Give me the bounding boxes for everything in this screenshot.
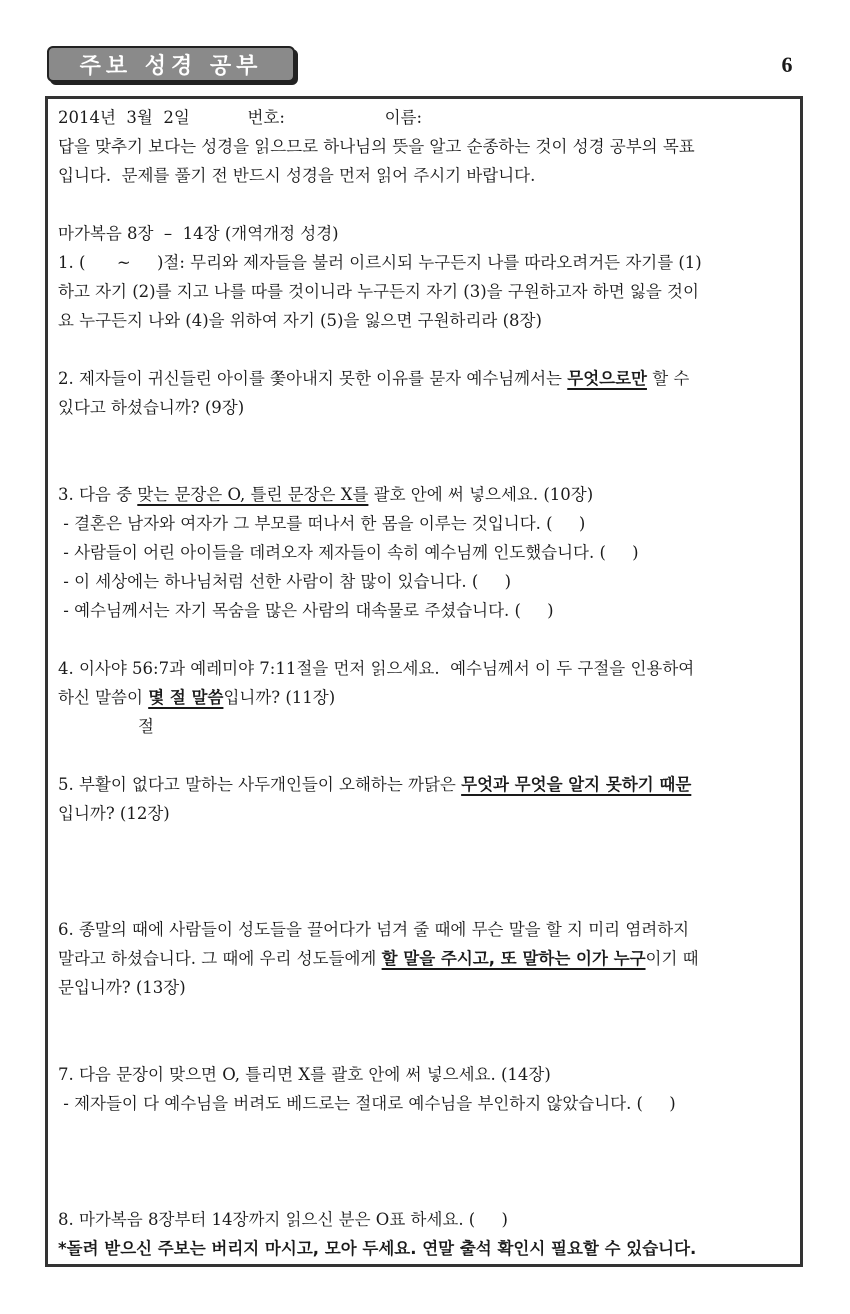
- page-number: 6: [781, 52, 793, 77]
- question-6-line: 문입니까? (13장): [58, 978, 186, 997]
- question-4-answer-suffix: 절: [138, 717, 154, 736]
- date-line: 2014년 3월 2일 번호: 이름:: [58, 108, 423, 127]
- intro-line: 입니다. 문제를 풀기 전 반드시 성경을 먼저 읽어 주시기 바랍니다.: [58, 166, 536, 185]
- question-1-line: 요 누구든지 나와 (4)을 위하여 자기 (5)을 잃으면 구원하리라 (8장): [58, 311, 542, 330]
- page-title-box: [47, 46, 295, 82]
- question-4-emphasis: 몇 절 말씀: [148, 688, 224, 707]
- intro-line: 답을 맞추기 보다는 성경을 읽으므로 하나님의 뜻을 알고 순종하는 것이 성경 공부의 목표: [58, 137, 695, 156]
- question-7-line: 7. 다음 문장이 맞으면 O, 틀리면 X를 괄호 안에 써 넣으세요. (14장): [58, 1065, 551, 1084]
- scripture-scope: 마가복음 8장 – 14장 (개역개정 성경): [58, 224, 339, 243]
- question-4-line: 4. 이사야 56:7과 예레미야 7:11절을 먼저 읽으세요. 예수님께서 이 두 구절을 인용하여: [58, 659, 695, 678]
- question-3-item: - 사람들이 어린 아이들을 데려오자 제자들이 속히 예수님께 인도했습니다. ( ): [58, 543, 639, 562]
- question-6-emphasis: 할 말을 주시고, 또 말하는 이가 누구: [381, 949, 646, 968]
- question-3-item: - 결혼은 남자와 여자가 그 부모를 떠나서 한 몸을 이루는 것입니다. ( ): [58, 514, 586, 533]
- footer-note: *돌려 받으신 주보는 버리지 마시고, 모아 두세요. 연말 출석 확인시 필요할 수 있습니다.: [58, 1239, 697, 1258]
- question-4-line: 하신 말씀이 몇 절 말씀입니까? (11장): [58, 688, 336, 707]
- worksheet-content: [58, 103, 794, 1263]
- question-3-item: - 이 세상에는 하나님처럼 선한 사람이 참 많이 있습니다. ( ): [58, 572, 512, 591]
- question-3-line: 3. 다음 중 맞는 문장은 O, 틀린 문장은 X를 괄호 안에 써 넣으세요. (10장): [58, 485, 594, 504]
- question-6-line: 6. 종말의 때에 사람들이 성도들을 끌어다가 넘겨 줄 때에 무슨 말을 할 지 미리 염려하지: [58, 920, 690, 939]
- question-7-item: - 제자들이 다 예수님을 버려도 베드로는 절대로 예수님을 부인하지 않았습니다. ( ): [58, 1094, 676, 1113]
- question-1-line: 1. ( ~ )절: 무리와 제자들을 불러 이르시되 누구든지 나를 따라오려거든 자기를 (1): [58, 253, 702, 272]
- question-5-line: 입니까? (12장): [58, 804, 170, 823]
- question-5-emphasis: 무엇과 무엇을 알지 못하기 때문: [461, 775, 692, 794]
- question-8-line: 8. 마가복음 8장부터 14장까지 읽으신 분은 O표 하세요. ( ): [58, 1210, 508, 1229]
- question-2-emphasis: 무엇으로만: [567, 369, 647, 388]
- question-3-item: - 예수님께서는 자기 목숨을 많은 사람의 대속물로 주셨습니다. ( ): [58, 601, 554, 620]
- question-1-line: 하고 자기 (2)를 지고 나를 따를 것이니라 누구든지 자기 (3)을 구원하고자 하면 잃을 것이: [58, 282, 699, 301]
- question-2-line: 있다고 하셨습니까? (9장): [58, 398, 245, 417]
- question-6-line: 말라고 하셨습니다. 그 때에 우리 성도들에게 할 말을 주시고, 또 말하는 이가 누구이기 때: [58, 949, 699, 968]
- page-title: 주보 성경 공부: [79, 53, 263, 79]
- question-2-line: 2. 제자들이 귀신들린 아이를 쫓아내지 못한 이유를 묻자 예수님께서는 무엇으로만 할 수: [58, 369, 690, 388]
- question-5-line: 5. 부활이 없다고 말하는 사두개인들이 오해하는 까닭은 무엇과 무엇을 알지 못하기 때문: [58, 775, 692, 794]
- question-3-emphasis: 맞는 문장은 O, 틀린 문장은 X를: [137, 485, 369, 504]
